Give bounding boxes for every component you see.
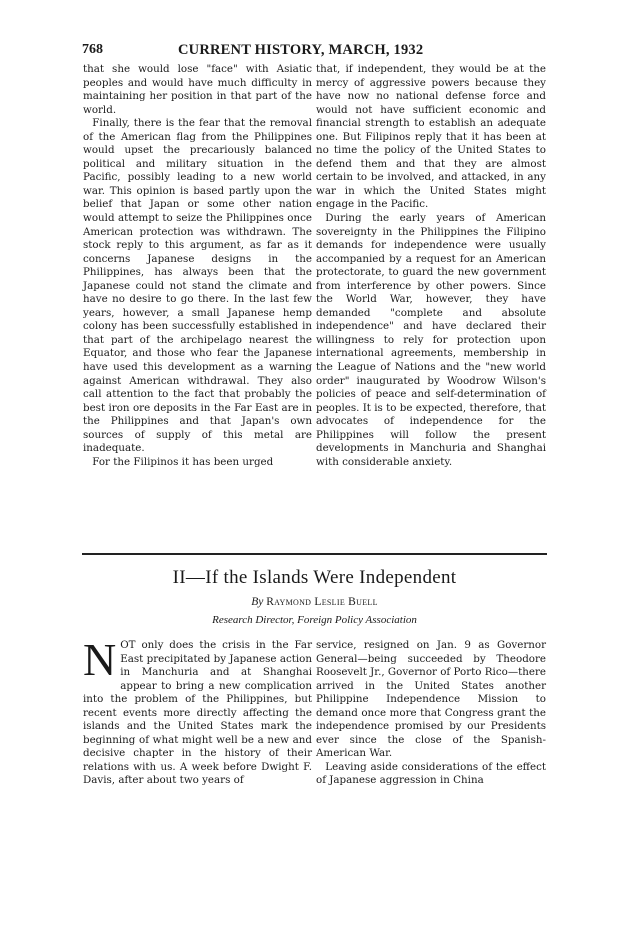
paragraph [83,634,312,788]
paragraph: that, if independent, they would be at the mercy of aggressive powers because they have now no national defense force and would not have sufficient economic and financial strength to establish an adequate one. But Filipinos reply that it has been at no time the policy of the United States to defend them and that they are almost certain to be involved, and attacked, in any war in which the United States might engage in the Pacific. [316,63,546,211]
paragraph-text: OT only does the crisis in the Far East precipitated by Japanese action in Manchuria and at Shanghai appear to bring a new complication into the problem of the Philippines, but recent events more directly affecting the islands and the United States mark the beginning of what might well be a new and decisive chapter in the history of their relations with us. A week before Dwight F. Davis, after about two years of [83,639,312,787]
section-divider [82,553,547,555]
page-number: 768 [82,42,103,57]
page-header [82,42,552,64]
author-affiliation: Research Director, Foreign Policy Association [212,614,417,626]
drop-cap: N [83,634,117,685]
paragraph: that she would lose "face" with Asiatic peoples and would have much difficulty in maintaining her position in that part of the world. [83,63,312,116]
paragraph: During the early years of American sovereignty in the Philippines the Filipino demands for independence were usually accompanied by a request for an American protectorate, to guard the new government from interference by other powers. Since the World War, however, they have demanded "complete and absolute independence" and have declared their willingness to rely for protection upon international agreements, membership in the League of Nations and the "new world order" inaugurated by Woodrow Wilson's policies of peace and self-determination of peoples. It is to be expected, therefore, that advocates of independence for the Philippines will follow the present developments in Manchuria and Shanghai with considerable anxiety. [316,212,546,468]
byline-prefix: By [251,596,264,608]
running-head: CURRENT HISTORY, MARCH, 1932 [178,42,424,58]
author-name: Raymond Leslie Buell [266,596,378,608]
paragraph: Leaving aside considerations of the effect of Japanese aggression in China [316,760,546,787]
top-article-column-left [83,63,312,469]
top-article-column-right [316,63,546,469]
article-title: II—If the Islands Were Independent [172,567,457,588]
paragraph: Finally, there is the fear that the removal of the American flag from the Philippines would upset the precariously balanced political and military situation in the Pacific, possibly leading to a new world war. This opinion is based partly upon the belief that Japan or some other nation would attempt to seize the Philippines once American protection was withdrawn. The stock reply to this argument, as far as it concerns Japanese designs in the Philippines, has always been that the Japanese could not stand the climate and have no desire to go there. In the last few years, however, a small Japanese hemp colony has been successfully established in that part of the archipelago nearest the Equator, and those who fear the Japanese have used this development as a warning against American withdrawal. They also call attention to the fact that probably the best iron ore deposits in the Far East are in the Philippines and that Japan's own sources of supply of this metal are inadequate. [83,117,312,455]
paragraph: service, resigned on Jan. 9 as Governor General—being succeeded by Theodore Roosevelt Jr., Governor of Porto Rico—there arrived in the United States another Philippine Independence Mission to demand once more that Congress grant the independence promised by our Presidents ever since the close of the Spanish-American War. [316,639,546,760]
byline [82,596,547,608]
new-article-column-left [83,634,312,788]
paragraph: For the Filipinos it has been urged [92,455,274,468]
new-article-column-right [316,639,546,788]
